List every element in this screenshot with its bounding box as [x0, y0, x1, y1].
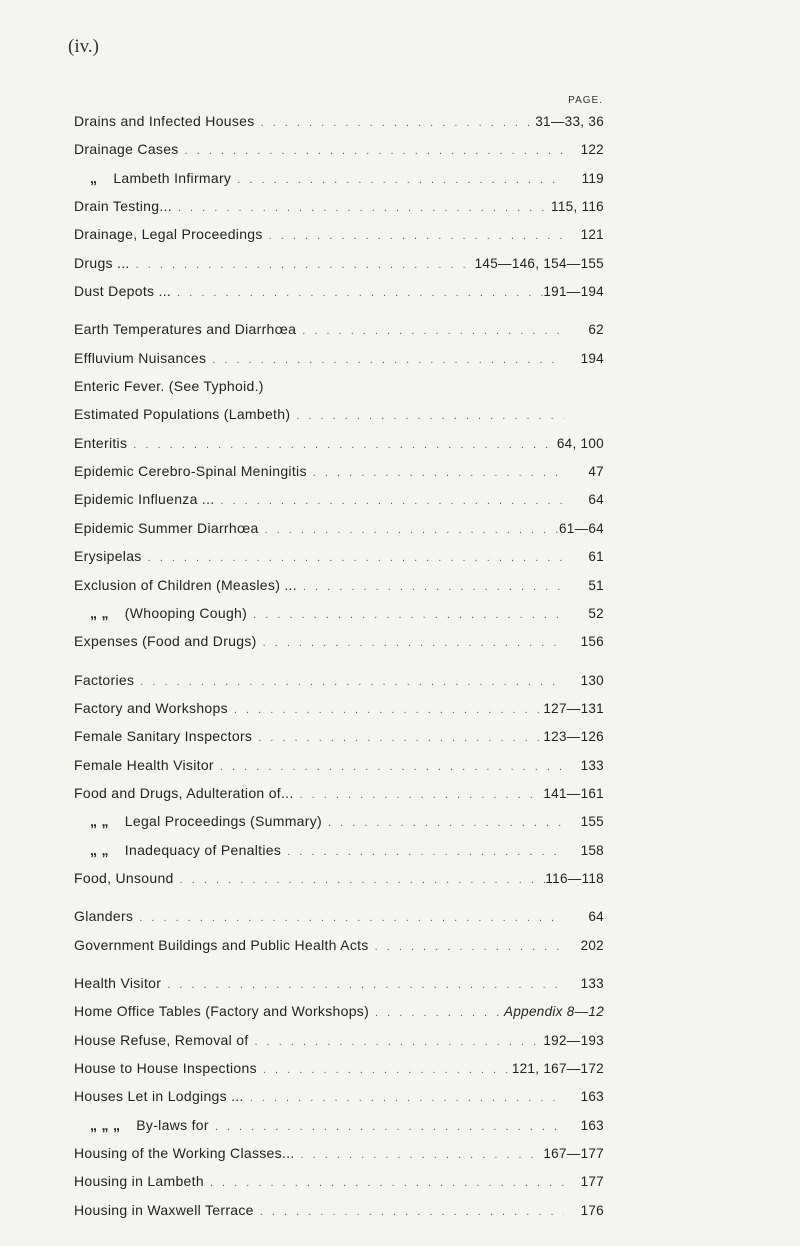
entry-pages: 192—193 — [543, 1032, 604, 1048]
entry-term — [74, 1145, 295, 1161]
entry-term-text: Epidemic Influenza ... — [74, 491, 215, 508]
entry-term-text: Earth Temperatures and Diarrhœa — [74, 321, 297, 338]
index-entry — [74, 283, 604, 311]
dot-leader — [263, 230, 564, 242]
entry-term — [74, 813, 322, 829]
dot-leader — [130, 259, 475, 271]
dot-leader — [322, 817, 564, 829]
page-number: (iv.) — [68, 36, 99, 57]
index-entry — [74, 170, 604, 198]
index-group-e — [74, 321, 604, 661]
index-entry — [74, 113, 604, 141]
dot-leader — [297, 581, 564, 593]
entry-term-text: House to House Inspections — [74, 1060, 257, 1076]
entry-term — [74, 1060, 257, 1076]
entry-term — [74, 321, 296, 337]
entry-term-text: Effluvium Nuisances — [74, 349, 207, 366]
dot-leader — [259, 524, 559, 536]
entry-term — [74, 283, 171, 299]
index-entry — [74, 672, 604, 700]
dot-leader — [179, 145, 564, 157]
dot-leader — [290, 410, 564, 422]
index-entry — [74, 813, 604, 841]
entry-pages: 177 — [580, 1174, 604, 1190]
dot-leader — [249, 1036, 544, 1048]
index-entry — [74, 1088, 604, 1116]
index-entry — [74, 577, 604, 605]
dot-leader — [244, 1092, 564, 1104]
entry-term-text: Factories — [74, 671, 135, 688]
entry-term — [74, 435, 127, 451]
entry-pages: 156 — [580, 634, 604, 650]
index-entry — [74, 406, 604, 434]
entry-pages: 121 — [580, 227, 604, 243]
entry-term-text: Epidemic Cerebro-Spinal Meningitis — [74, 463, 307, 480]
entry-term — [74, 672, 134, 688]
index-entry — [74, 463, 604, 491]
entry-pages: 121, 167—172 — [511, 1061, 604, 1076]
index-entry — [74, 350, 604, 378]
entry-term — [74, 757, 214, 773]
entry-pages: 123—126 — [543, 729, 604, 745]
entry-term — [74, 975, 161, 991]
index-entry — [74, 226, 604, 254]
dot-leader — [295, 1149, 544, 1161]
dot-leader — [257, 637, 564, 649]
entry-term-text: Housing of the Working Classes... — [74, 1145, 295, 1162]
entry-pages: 64 — [588, 909, 604, 925]
index-entry — [74, 605, 604, 633]
entry-pages: 163 — [580, 1117, 604, 1133]
index-entry — [74, 1060, 604, 1088]
entry-term — [74, 548, 142, 564]
entry-term — [74, 226, 263, 242]
entry-pages: 51 — [588, 577, 604, 593]
entry-term-text: Drains and Infected Houses — [74, 113, 255, 129]
dot-leader — [252, 732, 543, 744]
entry-pages: 191—194 — [543, 284, 604, 300]
index-entry — [74, 1117, 604, 1145]
entry-pages: 141—161 — [543, 785, 604, 801]
entry-term — [74, 605, 247, 621]
entry-term — [74, 1088, 244, 1104]
dot-leader — [209, 1121, 564, 1133]
entry-term-text: Drugs ... — [74, 254, 130, 271]
entry-term-text: Female Sanitary Inspectors — [74, 728, 253, 745]
entry-pages: 115, 116 — [551, 199, 604, 215]
entry-term — [74, 1032, 249, 1048]
index-entry — [74, 757, 604, 785]
index-entry — [74, 870, 604, 898]
entry-term — [74, 198, 172, 214]
entry-pages: 64 — [588, 492, 604, 508]
dot-leader — [172, 202, 551, 214]
index-entry — [74, 908, 604, 936]
entry-term-text: Health Visitor — [74, 974, 162, 991]
dot-leader — [171, 287, 543, 299]
index-group-f — [74, 672, 604, 899]
index-entry — [74, 842, 604, 870]
entry-term-text: Factory and Workshops — [74, 699, 228, 716]
dot-leader — [133, 912, 564, 924]
entry-term-text: Government Buildings and Public Health Acts — [74, 936, 369, 953]
entry-pages: 194 — [580, 350, 604, 366]
index-entry — [74, 198, 604, 226]
ditto-mark: „ „ — [90, 604, 109, 621]
entry-term-text: Housing in Waxwell Terrace — [74, 1201, 254, 1218]
entry-term-text: Expenses (Food and Drugs) — [74, 633, 257, 650]
index-list — [74, 113, 604, 1240]
entry-pages: 202 — [580, 937, 604, 953]
ditto-mark: „ „ — [90, 841, 109, 858]
index-entry — [74, 700, 604, 728]
entry-term-text: Exclusion of Children (Measles) ... — [74, 576, 297, 593]
index-group-g — [74, 908, 604, 965]
entry-pages: 47 — [588, 464, 604, 480]
entry-term — [74, 842, 281, 858]
index-entry — [74, 728, 604, 756]
entry-term — [74, 463, 307, 479]
ditto-mark: „ — [90, 169, 98, 186]
entry-term-text: Glanders — [74, 908, 134, 925]
dot-leader — [294, 789, 544, 801]
entry-term — [74, 491, 214, 507]
entry-term-text: Dust Depots ... — [74, 283, 172, 300]
ditto-mark: „ „ — [90, 813, 109, 830]
entry-term — [74, 350, 206, 366]
entry-pages: 119 — [581, 170, 604, 186]
entry-term-text: Enteritis — [74, 434, 128, 451]
entry-term-text: Food and Drugs, Adulteration of... — [74, 784, 294, 801]
entry-term-text: Housing in Lambeth — [74, 1173, 204, 1190]
index-entry — [74, 141, 604, 169]
dot-leader — [307, 467, 564, 479]
entry-pages: 155 — [580, 814, 604, 830]
entry-pages: 31—33, 36 — [535, 114, 604, 129]
entry-term — [74, 870, 174, 886]
dot-leader — [281, 846, 564, 858]
entry-term-text: Legal Proceedings (Summary) — [124, 813, 322, 830]
entry-pages: 176 — [580, 1202, 604, 1218]
dot-leader — [134, 676, 564, 688]
index-entry — [74, 633, 604, 661]
dot-leader — [161, 979, 564, 991]
entry-pages: 127—131 — [543, 700, 604, 716]
entry-pages: 61 — [588, 549, 604, 565]
entry-term-text: Estimated Populations (Lambeth) — [74, 406, 291, 423]
dot-leader — [228, 704, 543, 716]
dot-leader — [204, 1177, 564, 1189]
index-entry — [74, 255, 604, 283]
index-entry — [74, 491, 604, 519]
entry-term — [74, 577, 297, 593]
entry-term-text: Inadequacy of Penalties — [124, 841, 282, 858]
entry-pages: Appendix 8—12 — [504, 1004, 604, 1020]
index-entry — [74, 548, 604, 576]
entry-term-text: Enteric Fever. (See Typhoid.) — [74, 378, 264, 395]
entry-term — [74, 1117, 209, 1133]
entry-pages: 61—64 — [558, 520, 604, 536]
entry-pages: 158 — [580, 842, 604, 858]
entry-pages: 62 — [588, 322, 604, 338]
entry-term — [74, 1173, 204, 1189]
entry-term-text: (Whooping Cough) — [124, 604, 248, 621]
entry-term — [74, 728, 252, 744]
dot-leader — [255, 117, 536, 129]
entry-term — [74, 1003, 369, 1019]
index-entry — [74, 785, 604, 813]
entry-term — [74, 785, 294, 801]
entry-term-text: Food, Unsound — [74, 869, 174, 886]
dot-leader — [369, 1007, 504, 1019]
dot-leader — [127, 439, 557, 451]
entry-term — [74, 937, 369, 953]
entry-pages: 133 — [580, 975, 604, 991]
entry-term-text: Lambeth Infirmary — [113, 169, 232, 186]
index-group-d — [74, 113, 604, 311]
index-entry — [74, 1173, 604, 1201]
entry-term — [74, 378, 264, 394]
entry-term — [74, 170, 231, 186]
dot-leader — [214, 495, 564, 507]
entry-term — [74, 700, 228, 716]
index-group-h — [74, 975, 604, 1230]
entry-term-text: Drainage, Legal Proceedings — [74, 226, 263, 243]
entry-term-text: Drainage Cases — [74, 141, 179, 158]
dot-leader — [254, 1206, 564, 1218]
entry-term-text: Female Health Visitor — [74, 756, 214, 773]
entry-pages: 52 — [588, 605, 604, 621]
entry-term — [74, 255, 130, 271]
entry-term — [74, 1202, 254, 1218]
entry-term-text: By-laws for — [136, 1116, 209, 1133]
entry-term-text: House Refuse, Removal of — [74, 1031, 249, 1048]
entry-pages: 64, 100 — [556, 435, 604, 451]
entry-pages: 122 — [580, 142, 604, 158]
dot-leader — [206, 354, 564, 366]
index-entry — [74, 435, 604, 463]
dot-leader — [257, 1064, 512, 1076]
entry-pages: 130 — [580, 672, 604, 688]
index-entry — [74, 321, 604, 349]
entry-pages: 145—146, 154—155 — [474, 255, 604, 271]
entry-pages: 133 — [580, 757, 604, 773]
dot-leader — [296, 325, 564, 337]
entry-term — [74, 908, 133, 924]
index-entry — [74, 1202, 604, 1230]
entry-term-text: Home Office Tables (Factory and Workshops) — [74, 1003, 370, 1020]
index-entry — [74, 937, 604, 965]
ditto-mark: „ „ „ — [90, 1116, 121, 1133]
entry-term-text: Erysipelas — [74, 548, 142, 565]
index-entry — [74, 975, 604, 1003]
entry-pages: 116—118 — [545, 870, 604, 886]
dot-leader — [369, 941, 564, 953]
entry-term-text: Houses Let in Lodgings ... — [74, 1088, 244, 1105]
entry-term — [74, 406, 290, 422]
dot-leader — [214, 761, 564, 773]
entry-term-text: Drain Testing... — [74, 198, 172, 215]
index-entry — [74, 520, 604, 548]
entry-pages: 163 — [580, 1089, 604, 1105]
dot-leader — [247, 609, 564, 621]
index-entry — [74, 1145, 604, 1173]
entry-term — [74, 520, 259, 536]
entry-term — [74, 113, 255, 129]
dot-leader — [142, 552, 564, 564]
dot-leader — [174, 874, 546, 886]
page-column-header: PAGE. — [568, 95, 603, 106]
index-entry — [74, 378, 604, 406]
entry-term — [74, 141, 179, 157]
entry-term-text: Epidemic Summer Diarrhœa — [74, 519, 259, 536]
entry-term — [74, 633, 257, 649]
entry-pages: 167—177 — [543, 1146, 604, 1162]
dot-leader — [231, 174, 564, 186]
index-entry — [74, 1032, 604, 1060]
index-entry — [74, 1003, 604, 1031]
